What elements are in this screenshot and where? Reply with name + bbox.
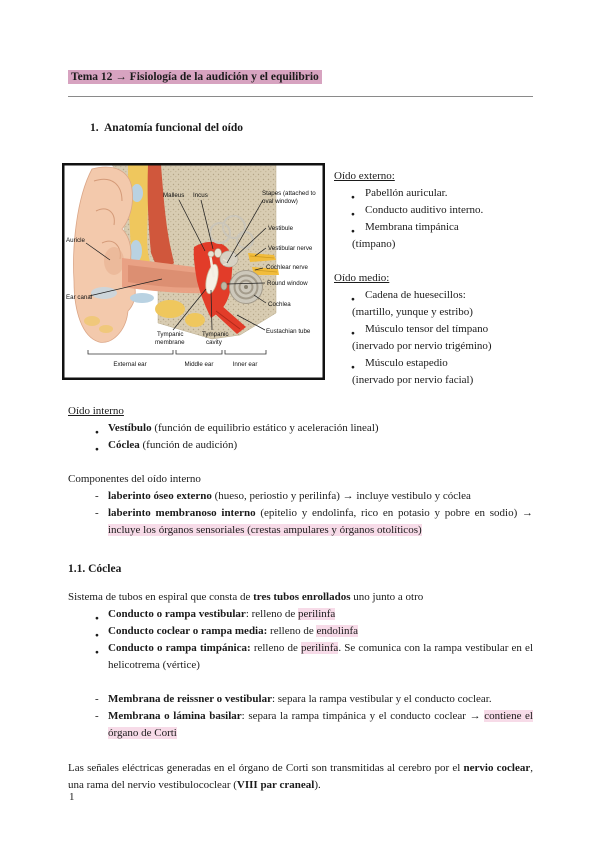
label-tympanic-membrane-line1: Tympanic [157,331,184,338]
label-cochlea: Cochlea [268,301,291,308]
list-item: ● Músculo estapedio (inervado por nervio facial) [334,355,533,389]
page-number: 1 [69,791,75,803]
list-item: ● Cadena de huesecillos: (martillo, yunque y estribo) [334,287,533,321]
cochlea-spiral [230,271,263,304]
label-external-ear: External ear [113,361,147,368]
round-window-shape [221,282,227,290]
label-round-window: Round window [267,280,308,287]
label-malleus: Malleus [163,192,185,199]
membranes-list [68,691,533,742]
list-item: - Membrana de reissner o vestibular: separa la rampa vestibular y el conducto coclear. [68,691,533,708]
outer-ear-list [334,185,533,253]
list-item: - laberinto membranoso interno (epitelio y endolinfa, rico en potasio y pobre en sodio) → incluye los órganos sensoriales (crestas ampulares y órganos otolíticos) [68,505,533,539]
components-list [68,488,533,539]
auricle-shape [74,167,136,342]
outer-ear-heading: Oído externo: [334,170,395,182]
cochlea-duct-list [68,606,533,674]
right-column [325,163,533,389]
list-item: ● Conducto o rampa vestibular: relleno de perilinfa [68,606,533,623]
label-stapes-line1: Stapes (attached to [262,190,316,197]
list-item: ● Conducto auditivo interno. [334,202,533,219]
two-column-block [62,163,533,389]
middle-ear-list [334,287,533,389]
closing-paragraph: Las señales eléctricas generadas en el órgano de Corti son transmitidas al cerebro por el nervio coclear, una rama del nervio vestibulococlear (VIII par craneal). [68,762,533,791]
label-cochlear-nerve: Cochlear nerve [266,264,308,271]
list-item: ● Conducto o rampa timpánica: relleno de perilinfa. Se comunica con la rampa vestibular en el helicotrema (vértice) [68,640,533,674]
list-item: - Membrana o lámina basilar: separa la rampa timpánica y el conducto coclear → contiene el órgano de Corti [68,708,533,742]
list-item: ● Conducto coclear o rampa media: relleno de endolinfa [68,623,533,640]
label-tympanic-membrane-line2: membrane [155,339,185,346]
inner-ear-heading: Oído interno [68,405,124,417]
list-item: ● Membrana timpánica (tímpano) [334,219,533,253]
cochlea-heading: 1.1. Cóclea [68,563,122,575]
title-row [68,69,533,86]
middle-ear-heading: Oído medio: [334,272,390,284]
list-item: ● Músculo tensor del tímpano (inervado por nervio trigémino) [334,321,533,355]
label-eustachian-tube: Eustachian tube [266,328,311,335]
inner-ear-list [68,420,533,454]
inner-ear-heading-row [68,403,533,420]
section-heading-anatomy [68,120,533,137]
label-middle-ear: Middle ear [184,361,214,368]
heading-text: Anatomía funcional del oído [104,122,243,134]
page-title: Tema 12 → Fisiología de la audición y el equilibrio [68,70,322,84]
cochlea-intro: Sistema de tubos en espiral que consta de tres tubos enrollados uno junto a otro [68,591,424,603]
label-inner-ear: Inner ear [232,361,258,368]
label-vestibule: Vestibule [268,225,294,232]
list-item: ● Vestíbulo (función de equilibrio estático y aceleración lineal) [68,420,533,437]
region-labels [113,361,257,368]
list-item: - laberinto óseo externo (hueso, periostio y perilinfa) → incluye vestibulo y cóclea [68,488,533,505]
heading-number: 1. [90,122,99,134]
label-tympanic-cavity-line1: Tympanic [202,331,229,338]
label-ear-canal: Ear canal [66,294,93,301]
list-item: ● Pabellón auricular. [334,185,533,202]
list-item: ● Cóclea (función de audición) [68,437,533,454]
horizontal-rule [68,96,533,97]
label-incus: Incus [193,192,208,199]
middle-ear-group [334,270,533,389]
outer-ear-group [334,168,533,253]
label-auricle: Auricle [66,237,85,244]
label-stapes-line2: oval window) [262,198,298,205]
label-tympanic-cavity-line2: cavity [206,339,222,346]
components-heading: Componentes del oído interno [68,473,201,485]
label-vestibular-nerve: Vestibular nerve [268,245,313,252]
ear-anatomy-diagram [62,163,325,380]
